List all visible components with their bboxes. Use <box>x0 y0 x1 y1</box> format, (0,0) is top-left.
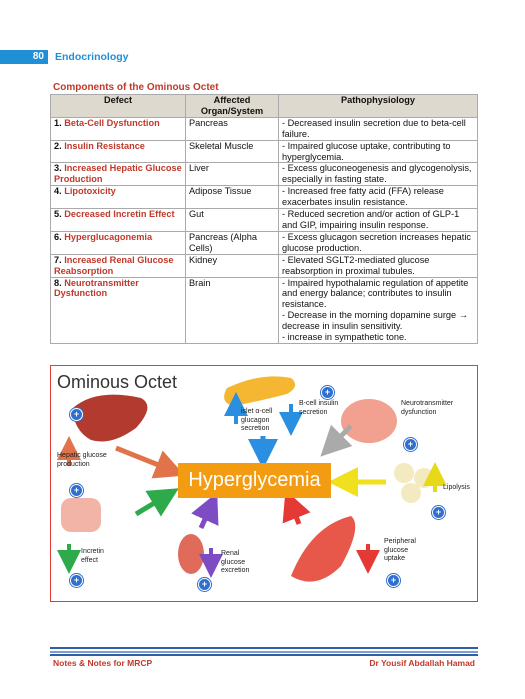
label-lipolysis: Lipolysis <box>443 484 470 491</box>
row-number: 7. <box>54 254 62 265</box>
arrow-neuro <box>331 426 351 446</box>
row-number: 8. <box>54 277 62 288</box>
label-renal: Renal glucose excretion <box>221 550 250 574</box>
label-islet: islet α-cell glucagon secretion <box>241 408 273 432</box>
defect-name: Hyperglucagonemia <box>64 231 153 242</box>
plus-icon: + <box>198 578 211 591</box>
defect-name: Insulin Resistance <box>64 140 145 151</box>
defect-cell <box>51 117 186 140</box>
row-number: 4. <box>54 186 62 197</box>
patho-cell: - Excess glucagon secretion increases hepatic glucose production. <box>279 231 478 254</box>
table-row <box>51 231 478 254</box>
defect-cell <box>51 163 186 186</box>
adipose-icon <box>394 463 414 483</box>
arrow-hepatic-to-center <box>116 448 171 470</box>
organ-cell: Kidney <box>186 254 279 277</box>
label-incretin: Incretin effect <box>81 548 104 564</box>
table-row <box>51 186 478 209</box>
table-row <box>51 163 478 186</box>
header-defect: Defect <box>51 95 186 118</box>
patho-cell <box>279 277 478 343</box>
patho-cell: - Impaired glucose uptake, contributing to hyperglycemia. <box>279 140 478 163</box>
defect-name: Increased Hepatic Glucose Production <box>54 163 182 185</box>
muscle-icon <box>291 516 355 582</box>
patho-line: - Impaired hypothalamic regulation of appetite and energy balance; contributes to insulin resistance. <box>282 277 469 310</box>
plus-icon: + <box>70 574 83 587</box>
diagram-title: Ominous Octet <box>57 372 178 392</box>
table-row <box>51 209 478 232</box>
row-number: 3. <box>54 163 62 174</box>
organ-cell: Pancreas <box>186 117 279 140</box>
defect-cell <box>51 254 186 277</box>
label-neuro: Neurotransmitter dysfunction <box>401 400 454 416</box>
footer-author: Dr Yousif Abdallah Hamad <box>369 658 475 668</box>
row-number: 2. <box>54 140 62 151</box>
defect-cell <box>51 186 186 209</box>
plus-icon: + <box>404 438 417 451</box>
patho-cell: - Increased free fatty acid (FFA) release exacerbates insulin resistance. <box>279 186 478 209</box>
organ-cell: Liver <box>186 163 279 186</box>
chapter-title: Endocrinology <box>55 51 129 63</box>
organ-cell: Brain <box>186 277 279 343</box>
footer-book-title: Notes & Notes for MRCP <box>53 658 153 668</box>
patho-cell: - Reduced secretion and/or action of GLP-1 and GIP, impairing insulin response. <box>279 209 478 232</box>
plus-icon: + <box>70 408 83 421</box>
table-row <box>51 117 478 140</box>
plus-icon: + <box>70 484 83 497</box>
intestine-icon <box>61 498 101 532</box>
footer-rule <box>50 647 478 658</box>
arrow-renal-to-center <box>201 506 211 528</box>
kidney-icon <box>178 534 204 574</box>
defect-cell <box>51 209 186 232</box>
liver-icon <box>73 395 147 442</box>
row-number: 1. <box>54 117 62 128</box>
ominous-octet-diagram <box>50 365 478 602</box>
plus-icon: + <box>387 574 400 587</box>
hyperglycemia-box: Hyperglycemia <box>178 463 331 498</box>
patho-cell: - Excess gluconeogenesis and glycogenolysis, especially in fasting state. <box>279 163 478 186</box>
page-number: 80 <box>0 50 48 64</box>
arrow-incretin-to-center <box>136 496 166 514</box>
organ-cell: Skeletal Muscle <box>186 140 279 163</box>
label-hepatic: Hepatic glucose production <box>57 452 107 468</box>
defect-cell <box>51 277 186 343</box>
pancreas-icon <box>224 376 295 406</box>
header-pathophysiology: Pathophysiology <box>279 95 478 118</box>
plus-icon: + <box>321 386 334 399</box>
patho-line: - Decrease in the morning dopamine surge → decrease in insulin sensitivity. <box>282 310 468 332</box>
header-organ: Affected Organ/System <box>186 95 279 118</box>
defect-name: Neurotransmitter Dysfunction <box>54 277 139 299</box>
label-bcell: B-cell insulin secretion <box>299 400 339 416</box>
organ-cell: Gut <box>186 209 279 232</box>
defect-cell <box>51 140 186 163</box>
patho-line: - increase in sympathetic tone. <box>282 332 407 343</box>
organ-cell: Pancreas (Alpha Cells) <box>186 231 279 254</box>
organ-cell: Adipose Tissue <box>186 186 279 209</box>
defect-cell <box>51 231 186 254</box>
patho-cell: - Decreased insulin secretion due to beta-cell failure. <box>279 117 478 140</box>
row-number: 5. <box>54 209 62 220</box>
table-title: Components of the Ominous Octet <box>53 82 219 93</box>
page-header <box>0 50 525 64</box>
row-number: 6. <box>54 231 62 242</box>
table-row <box>51 140 478 163</box>
brain-icon <box>341 399 397 443</box>
table-row <box>51 277 478 343</box>
defect-name: Beta-Cell Dysfunction <box>64 117 160 128</box>
table-row <box>51 254 478 277</box>
label-peripheral: Peripheral glucose uptake <box>384 538 416 562</box>
defect-name: Lipotoxicity <box>64 186 116 197</box>
defect-name: Increased Renal Glucose Reabsorption <box>54 254 174 276</box>
patho-cell: - Elevated SGLT2-mediated glucose reabsorption in proximal tubules. <box>279 254 478 277</box>
plus-icon: + <box>432 506 445 519</box>
defect-name: Decreased Incretin Effect <box>64 209 175 220</box>
arrow-peripheral-to-center <box>291 504 299 524</box>
octet-table <box>50 94 478 344</box>
table-header-row <box>51 95 478 118</box>
